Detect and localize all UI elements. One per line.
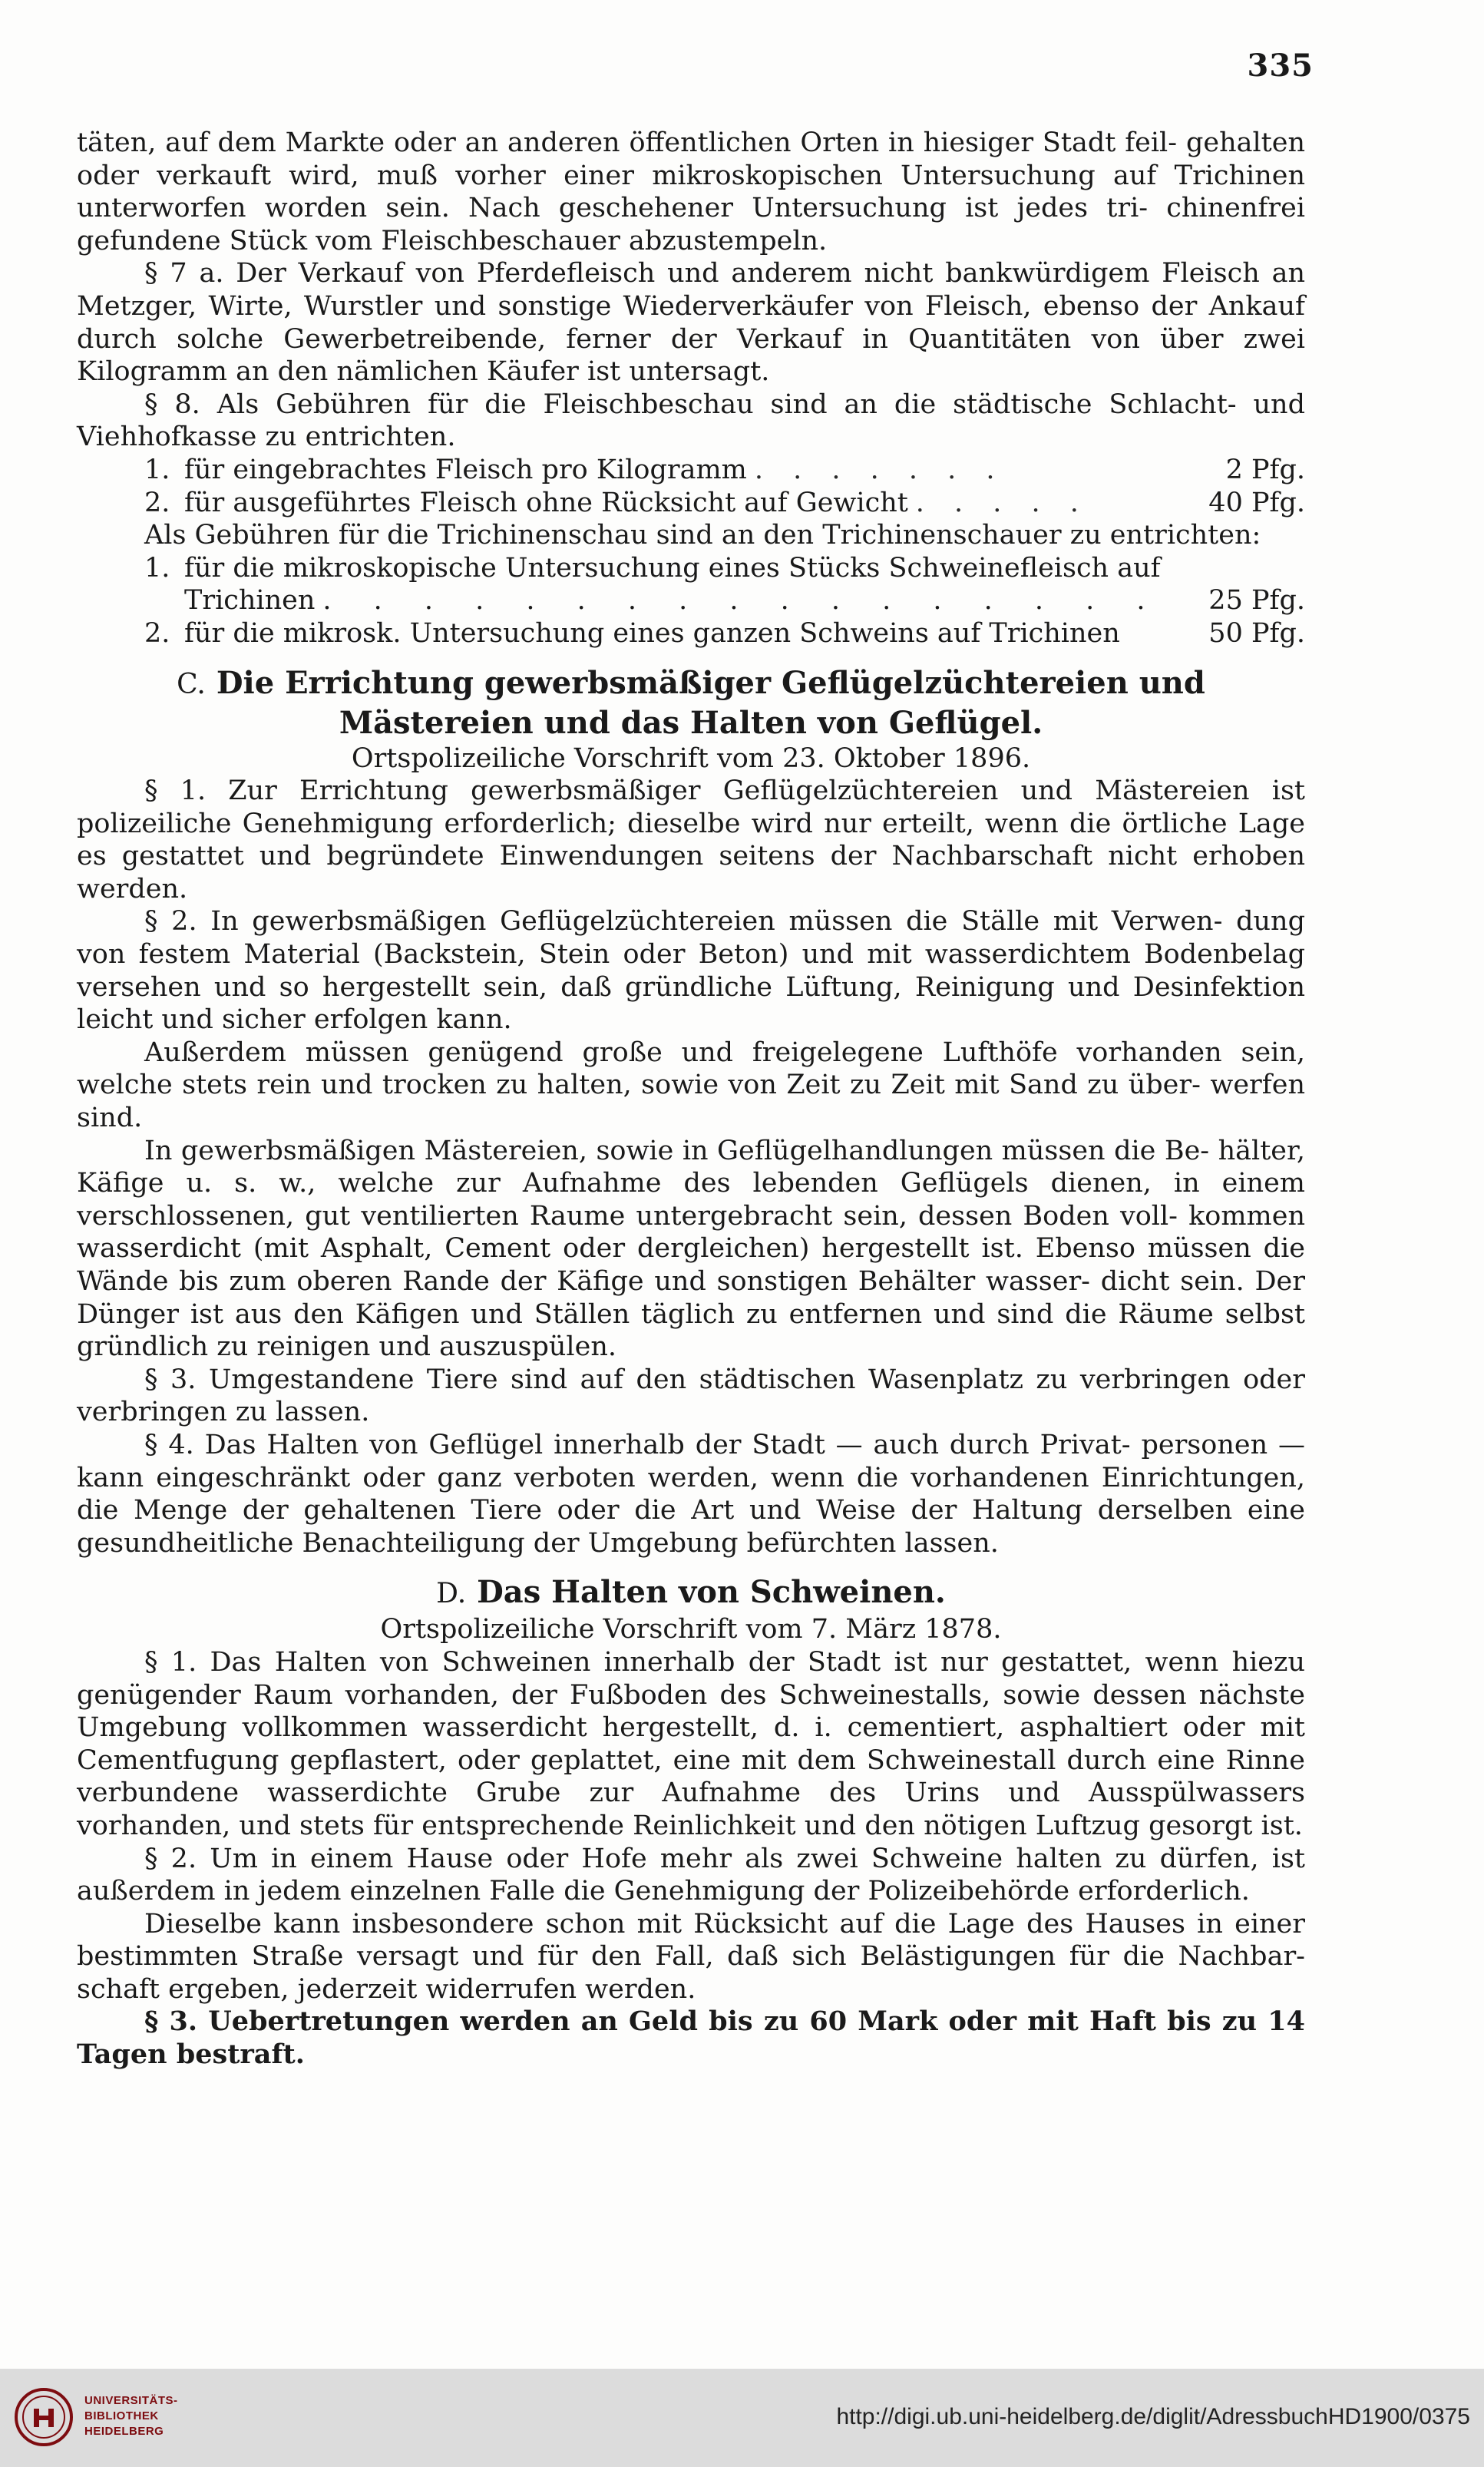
section-c-paragraph-2: § 2. In gewerbsmäßigen Geflügelzüchtereien müssen die Ställe mit Verwen- dung von festem Material (Backstein, Stein oder Beton) und mit wasserdichtem Bodenbelag versehen und so hergestellt sein, daß gründliche Lüftung, Reinigung und Desinfektion leicht und sicher erfolgen kann. (77, 906, 1305, 1036)
library-seal-icon (14, 2387, 74, 2447)
section-letter: C. (177, 668, 206, 700)
section-c-paragraph-4: In gewerbsmäßigen Mästereien, sowie in Geflügelhandlungen müssen die Be- hälter, Käfige u. s. w., welche zur Aufnahme des lebenden Geflügels dienen, in einem verschlossenen, gut ventilierten Raume untergebracht sein, dessen Boden voll- kommen wasserdicht (mit Asphalt, Cement oder dergleichen) hergestellt ist. Ebenso müssen die Wände bis zum oberen Rande der Käfige und sonstigen Behälter wasser- dicht sein. Der Dünger ist aus den Käfigen und Ställen täglich zu entfernen und sind die Räume selbst gründlich zu reinigen und auszuspülen. (77, 1135, 1305, 1363)
fee-item-price: 50 Pfg. (1208, 617, 1305, 649)
section-c-heading (77, 664, 1305, 742)
fee-item-leader: . . . . . . . . . . . . . . . . . (322, 585, 1162, 617)
fee-item-number: 1. (144, 454, 170, 485)
paragraph-7a: § 7 a. Der Verkauf von Pferdefleisch und anderem nicht bankwürdigem Fleisch an Metzger, Wirte, Wurstler und sonstige Wiederverkäufer von Fleisch, ebenso der Ankauf durch solche Gewerbetreibende, ferner der Verkauf in Quantitäten von über zwei Kilogramm an den nämlichen Käufer ist untersagt. (77, 258, 1305, 388)
page-body (77, 127, 1305, 2072)
fee-item-price: 40 Pfg. (1208, 487, 1305, 518)
trichinen-fee-intro: Als Gebühren für die Trichinenschau sind an den Trichinenschauer zu entrichten: (144, 520, 1261, 551)
paragraph-8: § 8. Als Gebühren für die Fleischbeschau sind an die städtische Schlacht- und Viehhofkasse zu entrichten. (77, 389, 1305, 453)
library-logo[interactable] (14, 2383, 190, 2453)
trichinen-fee-item-1 (77, 552, 1305, 585)
section-c-paragraph-5: § 3. Umgestandene Tiere sind auf den städtischen Wasenplatz zu verbringen oder verbringen zu lassen. (77, 1364, 1305, 1428)
section-c-paragraph-3: Außerdem müssen genügend große und freigelegene Lufthöfe vorhanden sein, welche stets rein und trocken zu halten, sowie von Zeit zu Zeit mit Sand zu über- werfen sind. (77, 1037, 1305, 1134)
section-c-paragraph-1: § 1. Zur Errichtung gewerbsmäßiger Geflügelzüchtereien und Mästereien ist polizeiliche Genehmigung erforderlich; dieselbe wird nur erteilt, wenn die örtliche Lage es gestattet und begründete Einwendungen seitens der Nachbarschaft nicht erhoben werden. (77, 775, 1305, 904)
fee-item-number: 2. (144, 487, 170, 518)
section-title: Das Halten von Schweinen. (477, 1574, 946, 1611)
permalink-url[interactable]: http://digi.ub.uni-heidelberg.de/diglit/AdressbuchHD1900/0375 (836, 2404, 1470, 2429)
section-c-paragraph-6: § 4. Das Halten von Geflügel innerhalb der Stadt — auch durch Privat- personen — kann eingeschränkt oder ganz verboten werden, wenn die vorhandenen Einrichtungen, die Menge der gehaltenen Tiere oder die Art und Weise der Haltung derselben eine gesundheitliche Benachteiligung der Umgebung befürchten lassen. (77, 1429, 1305, 1559)
page-number: 335 (1247, 48, 1314, 84)
paragraph-continuation: täten, auf dem Markte oder an anderen öffentlichen Orten in hiesiger Stadt feil- gehalten oder verkauft wird, muß vorher einer mikroskopischen Untersuchung auf Trichinen unterworfen worden sein. Nach geschehener Untersuchung ist jedes tri- chinenfrei gefundene Stück vom Fleischbeschauer abzustempeln. (77, 127, 1305, 256)
fee-item-2 (77, 487, 1305, 520)
fee-item-leader: . . . . . (915, 487, 1089, 518)
library-name-line: BIBLIOTHEK (84, 2409, 159, 2422)
fee-item-label-cont: Trichinen (184, 585, 316, 617)
fee-item-label: für die mikrosk. Untersuchung eines ganzen Schweins auf Trichinen (184, 617, 1120, 649)
section-d-subtitle: Ortspolizeiliche Vorschrift vom 7. März 1878. (380, 1614, 1002, 1645)
fee-item-number: 2. (144, 617, 170, 649)
fee-item-price: 25 Pfg. (1208, 585, 1305, 617)
fee-item-number: 1. (144, 552, 170, 584)
fee-item-leader: . . . . . . . (754, 454, 1006, 485)
fee-item-label: für die mikroskopische Untersuchung eines Stücks Schweinefleisch auf (184, 552, 1161, 584)
trichinen-fee-item-1-continued (77, 584, 1305, 617)
section-c-subtitle: Ortspolizeiliche Vorschrift vom 23. Oktober 1896. (351, 742, 1031, 774)
fee-item-1 (77, 454, 1305, 487)
library-name-line: HEIDELBERG (84, 2425, 164, 2438)
section-d-paragraph-2: § 2. Um in einem Hause oder Hofe mehr als zwei Schweine halten zu dürfen, ist außerdem in jedem einzelnen Falle die Genehmigung der Polizeibehörde erforderlich. (77, 1843, 1305, 1907)
library-name (84, 2393, 178, 2439)
section-letter: D. (436, 1578, 467, 1610)
section-d-heading (77, 1573, 1305, 1613)
section-d-paragraph-1: § 1. Das Halten von Schweinen innerhalb der Stadt ist nur gestattet, wenn hiezu genügender Raum vorhanden, der Fußboden des Schweinestalls, sowie dessen nächste Umgebung vollkommen wasserdicht hergestellt, d. i. cementiert, asphaltiert oder mit Cementfugung gepflastert, oder geplattet, eine mit dem Schweinestall durch eine Rinne verbundene wasserdichte Grube zur Aufnahme des Urins und Ausspülwassers vorhanden, und stets für entsprechende Reinlichkeit und den nötigen Luftzug gesorgt ist. (77, 1646, 1305, 1841)
footer-band (0, 2369, 1484, 2467)
fee-item-price: 2 Pfg. (1225, 454, 1305, 485)
section-title-line2: Mästereien und das Halten von Geflügel. (339, 704, 1043, 741)
section-d-paragraph-4: § 3. Uebertretungen werden an Geld bis zu 60 Mark oder mit Haft bis zu 14 Tagen bestraft. (77, 2006, 1305, 2071)
section-title-line1: Die Errichtung gewerbsmäßiger Geflügelzüchtereien und (216, 664, 1205, 701)
library-name-line: UNIVERSITÄTS- (84, 2394, 178, 2407)
fee-item-label: für ausgeführtes Fleisch ohne Rücksicht auf Gewicht (184, 487, 908, 518)
section-d-paragraph-3: Dieselbe kann insbesondere schon mit Rücksicht auf die Lage des Hauses in einer bestimmten Straße versagt und für den Fall, daß sich Belästigungen für die Nachbar- schaft ergeben, jederzeit widerrufen werden. (77, 1908, 1305, 2005)
fee-item-label: für eingebrachtes Fleisch pro Kilogramm (184, 454, 747, 485)
trichinen-fee-item-2 (77, 617, 1305, 650)
